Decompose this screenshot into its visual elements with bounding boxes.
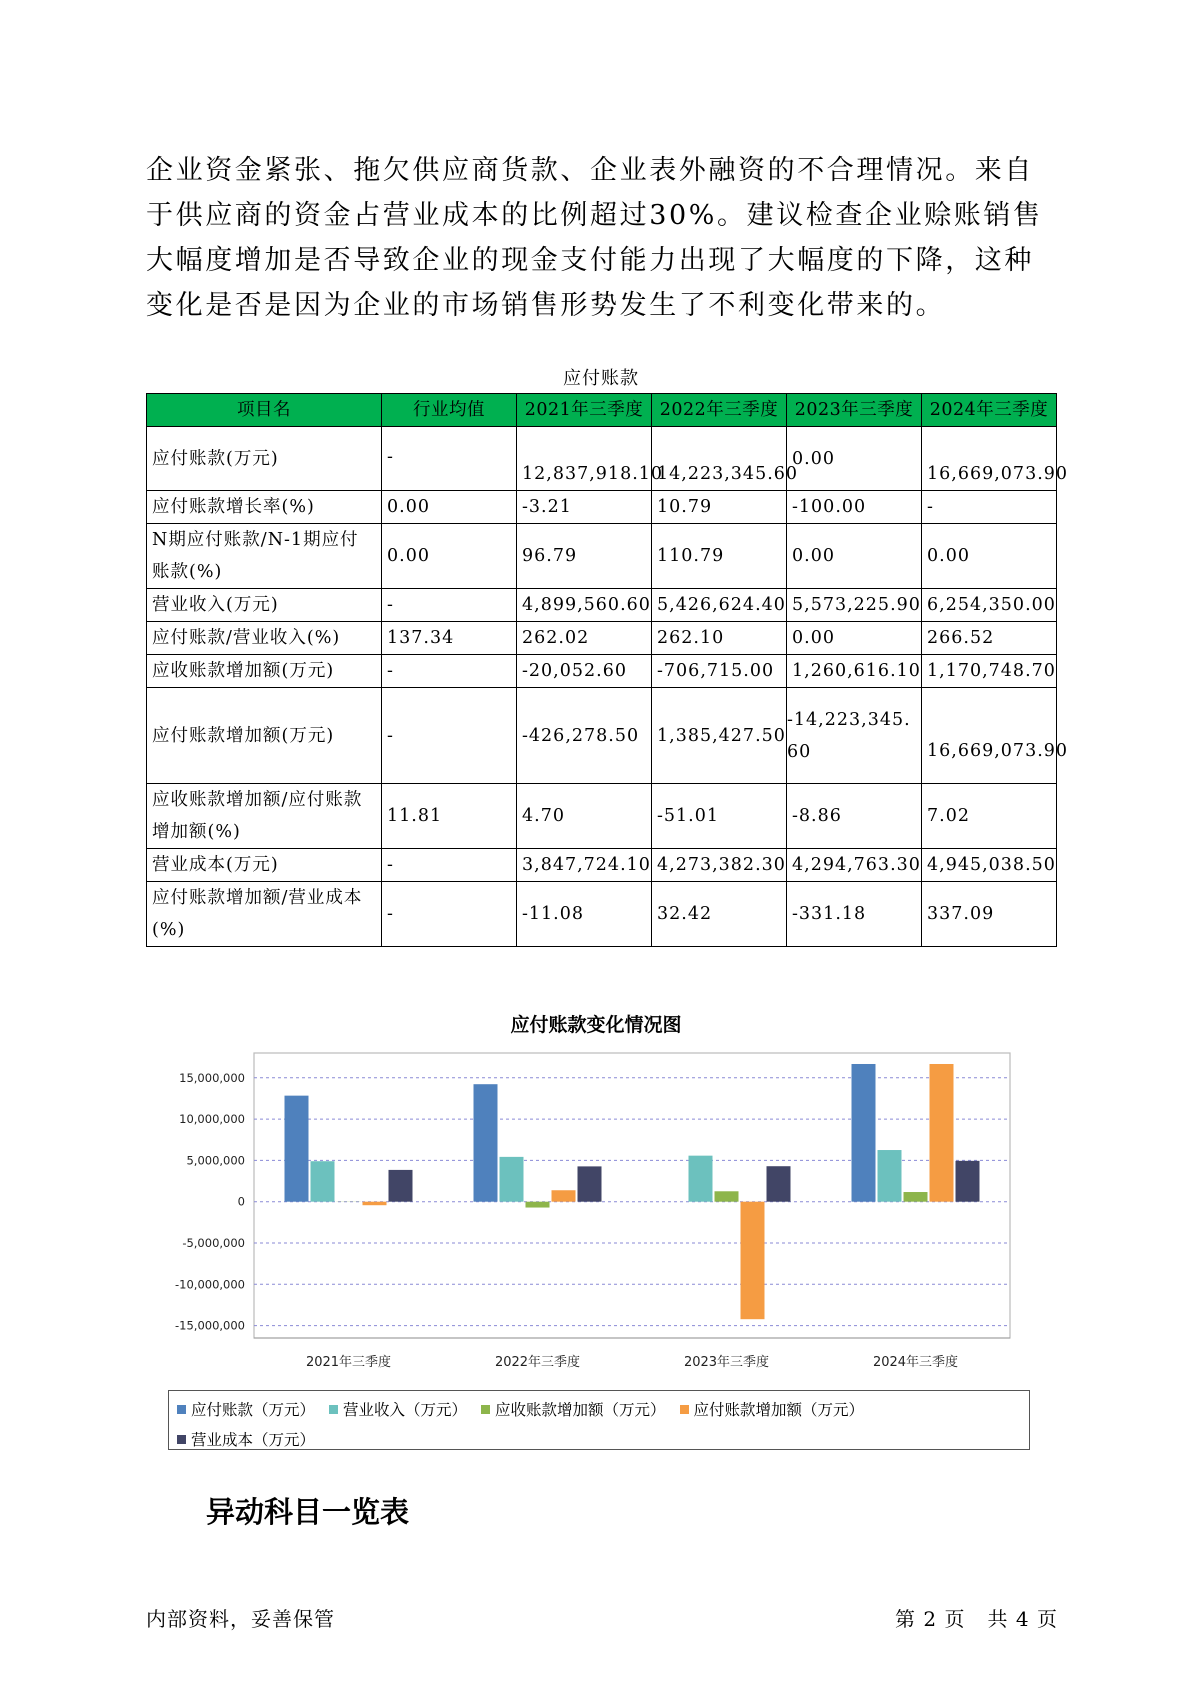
footer-confidential: 内部资料，妥善保管 [146,1607,335,1631]
table-cell: 4,945,038.50 [922,849,1057,882]
table-cell: 0.00 [922,524,1057,589]
y-tick-label: -15,000,000 [175,1318,245,1333]
header-cell: 2023年三季度 [787,394,922,427]
bar [930,1064,954,1202]
legend-item [177,1395,315,1425]
table-row [147,849,1057,882]
bar [878,1150,902,1202]
accounts-payable-chart [146,1000,1046,1470]
bar [500,1157,524,1202]
chart-title: 应付账款变化情况图 [510,1014,682,1036]
footer-page-number: 第 2 页 共 4 页 [895,1607,1058,1631]
legend-swatch [177,1435,186,1444]
y-tick-label: -10,000,000 [175,1277,245,1292]
row-label: 应收账款增加额/应付账款增加额(%) [147,784,382,849]
table-cell: - [382,882,517,947]
table-cell: -3.21 [517,491,652,524]
legend-label: 应付账款（万元） [191,1401,316,1419]
legend-item [177,1425,315,1455]
table-cell: - [382,849,517,882]
table-cell: 12,837,918.10 [517,427,652,491]
x-tick-label: 2024年三季度 [872,1355,959,1370]
table-cell: 262.02 [517,622,652,655]
table-cell: - [922,491,1057,524]
table-cell: 0.00 [382,491,517,524]
table-cell: 11.81 [382,784,517,849]
header-cell: 2024年三季度 [922,394,1057,427]
table-cell: -8.86 [787,784,922,849]
header-cell: 项目名 [147,394,382,427]
table-cell: 16,669,073.90 [922,427,1057,491]
table-cell: 137.34 [382,622,517,655]
table-cell: -331.18 [787,882,922,947]
bar [904,1192,928,1202]
x-tick-label: 2021年三季度 [305,1355,392,1370]
table-cell: -100.00 [787,491,922,524]
table-cell: 0.00 [787,427,922,491]
y-tick-label: 15,000,000 [179,1070,245,1085]
table-row [147,589,1057,622]
bar [389,1170,413,1202]
row-label: 应付账款增长率(%) [147,491,382,524]
table-cell: 4,273,382.30 [652,849,787,882]
table-cell: 266.52 [922,622,1057,655]
table-cell: 5,573,225.90 [787,589,922,622]
table-cell: 10.79 [652,491,787,524]
legend-item [481,1395,666,1425]
table-cell: 4.70 [517,784,652,849]
table-cell: 4,899,560.60 [517,589,652,622]
table-cell: 3,847,724.10 [517,849,652,882]
table-cell: 262.10 [652,622,787,655]
table-cell: 0.00 [382,524,517,589]
legend-swatch [329,1405,338,1414]
table-row [147,622,1057,655]
row-label: 应付账款增加额(万元) [147,688,382,784]
y-tick-label: 5,000,000 [186,1153,245,1168]
table-cell: 5,426,624.40 [652,589,787,622]
legend-swatch [680,1405,689,1414]
row-label: 营业收入(万元) [147,589,382,622]
row-label: 应付账款(万元) [147,427,382,491]
row-label: 应付账款增加额/营业成本(%) [147,882,382,947]
table-row [147,655,1057,688]
bar [363,1202,387,1206]
header-cell: 行业均值 [382,394,517,427]
header-cell: 2021年三季度 [517,394,652,427]
table-cell: 1,260,616.10 [787,655,922,688]
table-cell: -11.08 [517,882,652,947]
accounts-payable-table [146,393,1069,947]
table-cell: - [382,688,517,784]
table-cell: - [382,427,517,491]
table-cell: 0.00 [787,622,922,655]
table-row [147,882,1057,947]
table-cell: -426,278.50 [517,688,652,784]
bar [689,1156,713,1202]
legend-label: 营业成本（万元） [191,1431,316,1449]
y-tick-label: 0 [237,1194,245,1209]
chart-legend [168,1390,1030,1450]
table-header-row [147,394,1057,427]
table-cell: 0.00 [787,524,922,589]
table-cell: - [382,655,517,688]
body-paragraph: 企业资金紧张、拖欠供应商货款、企业表外融资的不合理情况。来自于供应商的资金占营业成本的比例超过30%。建议检查企业赊账销售大幅度增加是否导致企业的现金支付能力出现了大幅度的下降，这种变化是否是因为企业的市场销售形势发生了不利变化带来的。 [146,155,1043,321]
table-row [147,524,1057,589]
table-cell: -706,715.00 [652,655,787,688]
bar [552,1190,576,1201]
table-cell: 110.79 [652,524,787,589]
bar [311,1161,335,1201]
table-row [147,491,1057,524]
bar [741,1202,765,1319]
header-cell: 2022年三季度 [652,394,787,427]
table-cell: -51.01 [652,784,787,849]
y-tick-label: 10,000,000 [179,1112,245,1127]
legend-swatch [481,1405,490,1414]
row-label: 营业成本(万元) [147,849,382,882]
table-caption: 应付账款 [563,368,639,389]
legend-item [329,1395,467,1425]
bar [285,1096,309,1202]
legend-label: 营业收入（万元） [343,1401,468,1419]
chart-plot [146,1000,1046,1390]
table-row [147,784,1057,849]
table-cell: 14,223,345.60 [652,427,787,491]
table-cell: -14,223,345.60 [787,688,922,784]
x-tick-label: 2023年三季度 [683,1355,770,1370]
bar [578,1166,602,1201]
row-label: 应收账款增加额(万元) [147,655,382,688]
section-heading: 异动科目一览表 [206,1495,410,1529]
bar [474,1084,498,1201]
bar [852,1064,876,1202]
row-label: 应付账款/营业收入(%) [147,622,382,655]
table-cell: 4,294,763.30 [787,849,922,882]
table-cell: -20,052.60 [517,655,652,688]
legend-label: 应收账款增加额（万元） [495,1401,666,1419]
table-row [147,427,1057,491]
bar [767,1166,791,1201]
legend-swatch [177,1405,186,1414]
table-cell: 1,170,748.70 [922,655,1057,688]
table-row [147,688,1057,784]
bar [526,1202,550,1208]
table-cell: 7.02 [922,784,1057,849]
table-cell: 16,669,073.90 [922,688,1057,784]
bar [715,1191,739,1201]
row-label: N期应付账款/N-1期应付账款(%) [147,524,382,589]
x-tick-label: 2022年三季度 [494,1355,581,1370]
bar [956,1161,980,1202]
table-cell: 1,385,427.50 [652,688,787,784]
legend-label: 应付账款增加额（万元） [693,1401,865,1419]
legend-item [680,1395,865,1425]
table-cell: 96.79 [517,524,652,589]
table-cell: - [382,589,517,622]
y-tick-label: -5,000,000 [182,1236,245,1250]
table-cell: 6,254,350.00 [922,589,1057,622]
table-cell: 337.09 [922,882,1057,947]
table-cell: 32.42 [652,882,787,947]
